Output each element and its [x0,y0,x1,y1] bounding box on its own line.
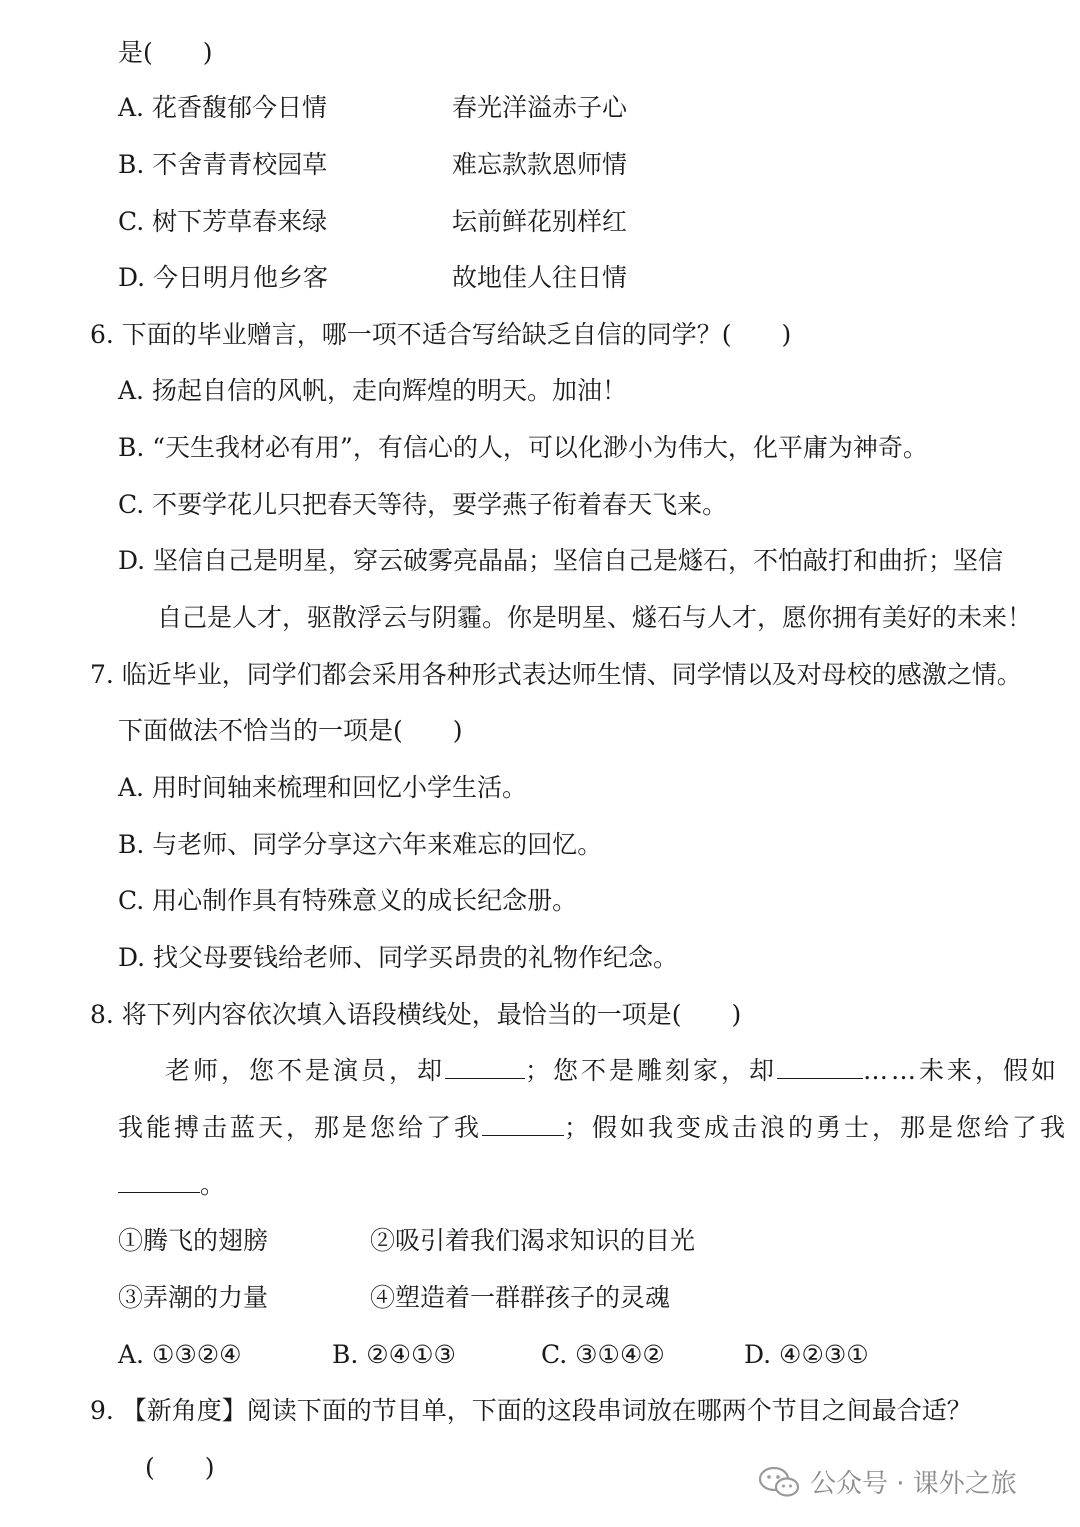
q6-option-a: A. 扬起自信的风帆，走向辉煌的明天。加油！ [118,376,627,405]
q8-passage-line3 [118,1172,228,1197]
q8-passage-line2 [118,1115,1068,1140]
q5-stem-tail: 是( ) [118,38,213,67]
q9-stem: 9. 【新角度】阅读下面的节目单，下面的这段串词放在哪两个节目之间最合适？ [90,1396,972,1425]
q7-option-c: C. 用心制作具有特殊意义的成长纪念册。 [118,886,578,915]
q8-choice-c: C. ③①④② [541,1340,665,1369]
q6-stem: 6. 下面的毕业赠言，哪一项不适合写给缺乏自信的同学？( ) [90,320,792,349]
q8-passage-text: 老师，您不是演员，却 [165,1056,446,1085]
q8-choice-d: D. ④②③① [744,1340,869,1369]
watermark [758,1463,1017,1500]
q7-stem-line2: 下面做法不恰当的一项是( ) [118,716,463,745]
q7-option-a: A. 用时间轴来梳理和回忆小学生活。 [118,773,527,802]
q5-option-d: D. 今日明月他乡客 [118,263,329,292]
q7-option-d: D. 找父母要钱给老师、同学买昂贵的礼物作纪念。 [118,943,679,972]
q8-stem: 8. 将下列内容依次填入语段横线处，最恰当的一项是( ) [90,1000,742,1029]
fill-blank [777,1077,863,1079]
wechat-icon [758,1464,802,1500]
q5-option-d-couplet: 故地佳人往日情 [452,263,628,292]
q8-item-2: ②吸引着我们渴求知识的目光 [370,1226,696,1255]
q5-option-c-couplet: 坛前鲜花别样红 [452,207,628,236]
q6-option-b: B. “天生我材必有用”，有信心的人，可以化渺小为伟大，化平庸为神奇。 [118,433,928,462]
q8-passage-text: ；您不是雕刻家，却 [525,1056,778,1085]
fill-blank [118,1191,200,1193]
q8-item-3: ③弄潮的力量 [118,1283,269,1312]
q8-choice-a: A. ①③②④ [118,1340,242,1369]
q8-passage-text: ；假如我变成击浪的勇士，那是您给了我 [564,1113,1069,1142]
q5-option-b: B. 不舍青青校园草 [118,150,328,179]
q9-answer-paren: ( ) [145,1453,215,1482]
q5-option-c: C. 树下芳草春来绿 [118,207,328,236]
q8-item-4: ④塑造着一群群孩子的灵魂 [370,1283,671,1312]
q6-option-d-line2: 自己是人才，驱散浮云与阴霾。你是明星、燧石与人才，愿你拥有美好的未来！ [157,603,1033,632]
q5-option-b-couplet: 难忘款款恩师情 [452,150,628,179]
q6-option-d-line1: D. 坚信自己是明星，穿云破雾亮晶晶；坚信自己是燧石，不怕敲打和曲折；坚信 [118,546,1004,575]
q6-option-c: C. 不要学花儿只把春天等待，要学燕子衔着春天飞来。 [118,490,728,519]
q8-passage-text: ……未来，假如 [863,1056,1060,1085]
q5-option-a: A. 花香馥郁今日情 [118,93,327,122]
q8-passage-text: 我能搏击蓝天，那是您给了我 [118,1113,483,1142]
q8-passage-text: 。 [200,1170,229,1199]
q5-option-a-couplet: 春光洋溢赤子心 [452,93,628,122]
q8-passage-line1 [165,1058,1059,1083]
fill-blank [445,1077,525,1079]
fill-blank [482,1134,564,1136]
q8-choice-b: B. ②④①③ [332,1340,456,1369]
q7-option-b: B. 与老师、同学分享这六年来难忘的回忆。 [118,830,603,859]
q7-stem-line1: 7. 临近毕业，同学们都会采用各种形式表达师生情、同学情以及对母校的感激之情。 [90,660,1022,689]
watermark-text: 公众号 · 课外之旅 [810,1469,1017,1499]
q8-item-1: ①腾飞的翅膀 [118,1226,269,1255]
